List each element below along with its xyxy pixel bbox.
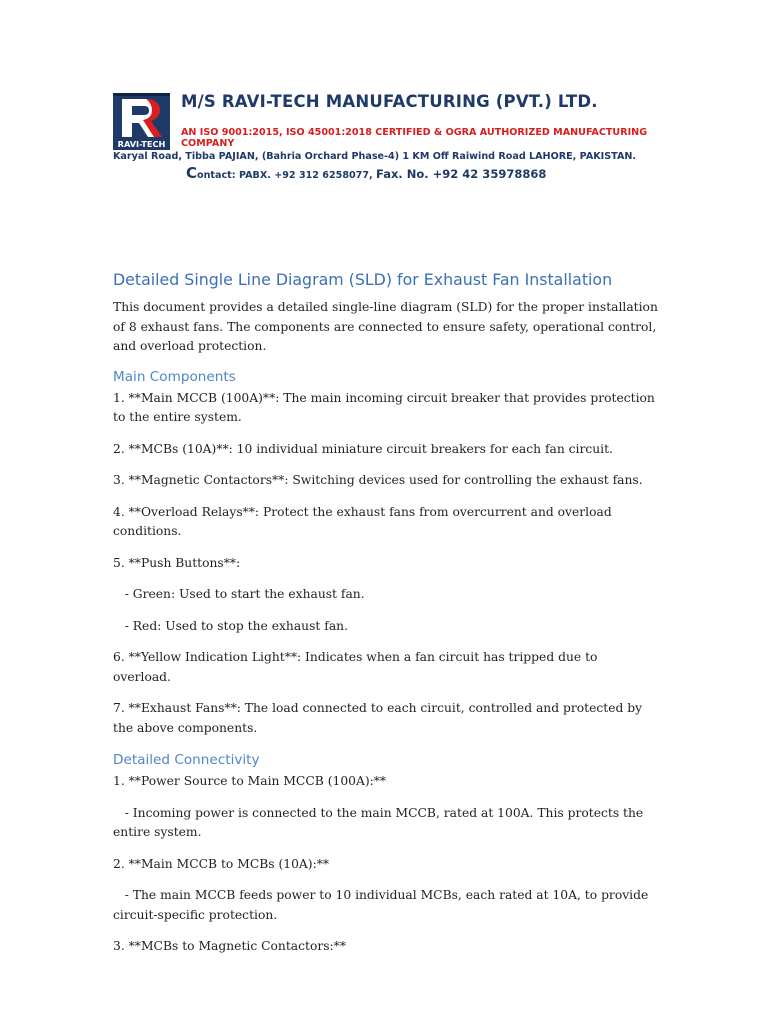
document-title: Detailed Single Line Diagram (SLD) for Exhaust Fan Installation [113,270,613,289]
intro-paragraph: This document provides a detailed single-line diagram (SLD) for the proper installation of 8 exhaust fans. The components are connected to ensure safety, operational control, and overload protection. [113,300,658,353]
component-item: 2. **MCBs (10A)**: 10 individual miniature circuit breakers for each fan circuit. [113,441,613,456]
main-components-heading: Main Components [113,368,236,385]
connectivity-item: 1. **Power Source to Main MCCB (100A):** [113,774,387,788]
connectivity-subitem: - Incoming power is connected to the main MCCB, rated at 100A. This protects the entire system. [113,805,648,839]
document-body [113,268,658,969]
component-item: 5. **Push Buttons**: [113,555,241,570]
contact-phone: ontact: PABX. +92 312 6258077, [197,170,377,181]
component-subitem: - Red: Used to stop the exhaust fan. [113,618,348,633]
company-address: Karyal Road, Tibba PAJIAN, (Bahria Orchard Phase-4) 1 KM Off Raiwind Road LAHORE, PAKISTAN. [113,151,637,162]
component-item: 1. **Main MCCB (100A)**: The main incoming circuit breaker that provides protection to the entire system. [113,390,655,424]
connectivity-item: 2. **Main MCCB to MCBs (10A):** [113,856,330,871]
connectivity-item: 3. **MCBs to Magnetic Contactors:** [113,939,346,953]
contact-initial: C [186,164,198,182]
contact-line [186,163,546,182]
svg-text:RAVI-TECH: RAVI-TECH [117,139,166,149]
component-item: 3. **Magnetic Contactors**: Switching devices used for controlling the exhaust fans. [113,473,643,487]
component-subitem: - Green: Used to start the exhaust fan. [113,587,365,601]
component-item: 4. **Overload Relays**: Protect the exhaust fans from overcurrent and overload conditions. [113,504,612,538]
certification-line: AN ISO 9001:2015, ISO 45001:2018 CERTIFIED & OGRA AUTHORIZED MANUFACTURING COMPANY [181,127,648,149]
connectivity-subitem: - The main MCCB feeds power to 10 individual MCBs, each rated at 10A, to provide circuit-specific protection. [113,888,653,922]
company-logo [113,93,170,150]
connectivity-heading: Detailed Connectivity [113,752,260,768]
component-item: 6. **Yellow Indication Light**: Indicates when a fan circuit has tripped due to overload. [113,650,598,684]
contact-fax: Fax. No. +92 42 35978868 [376,167,547,181]
ravi-tech-logo-icon [113,93,170,150]
component-item: 7. **Exhaust Fans**: The load connected to each circuit, controlled and protected by the above components. [113,701,643,735]
company-name: M/S RAVI-TECH MANUFACTURING (PVT.) LTD. [181,92,598,111]
